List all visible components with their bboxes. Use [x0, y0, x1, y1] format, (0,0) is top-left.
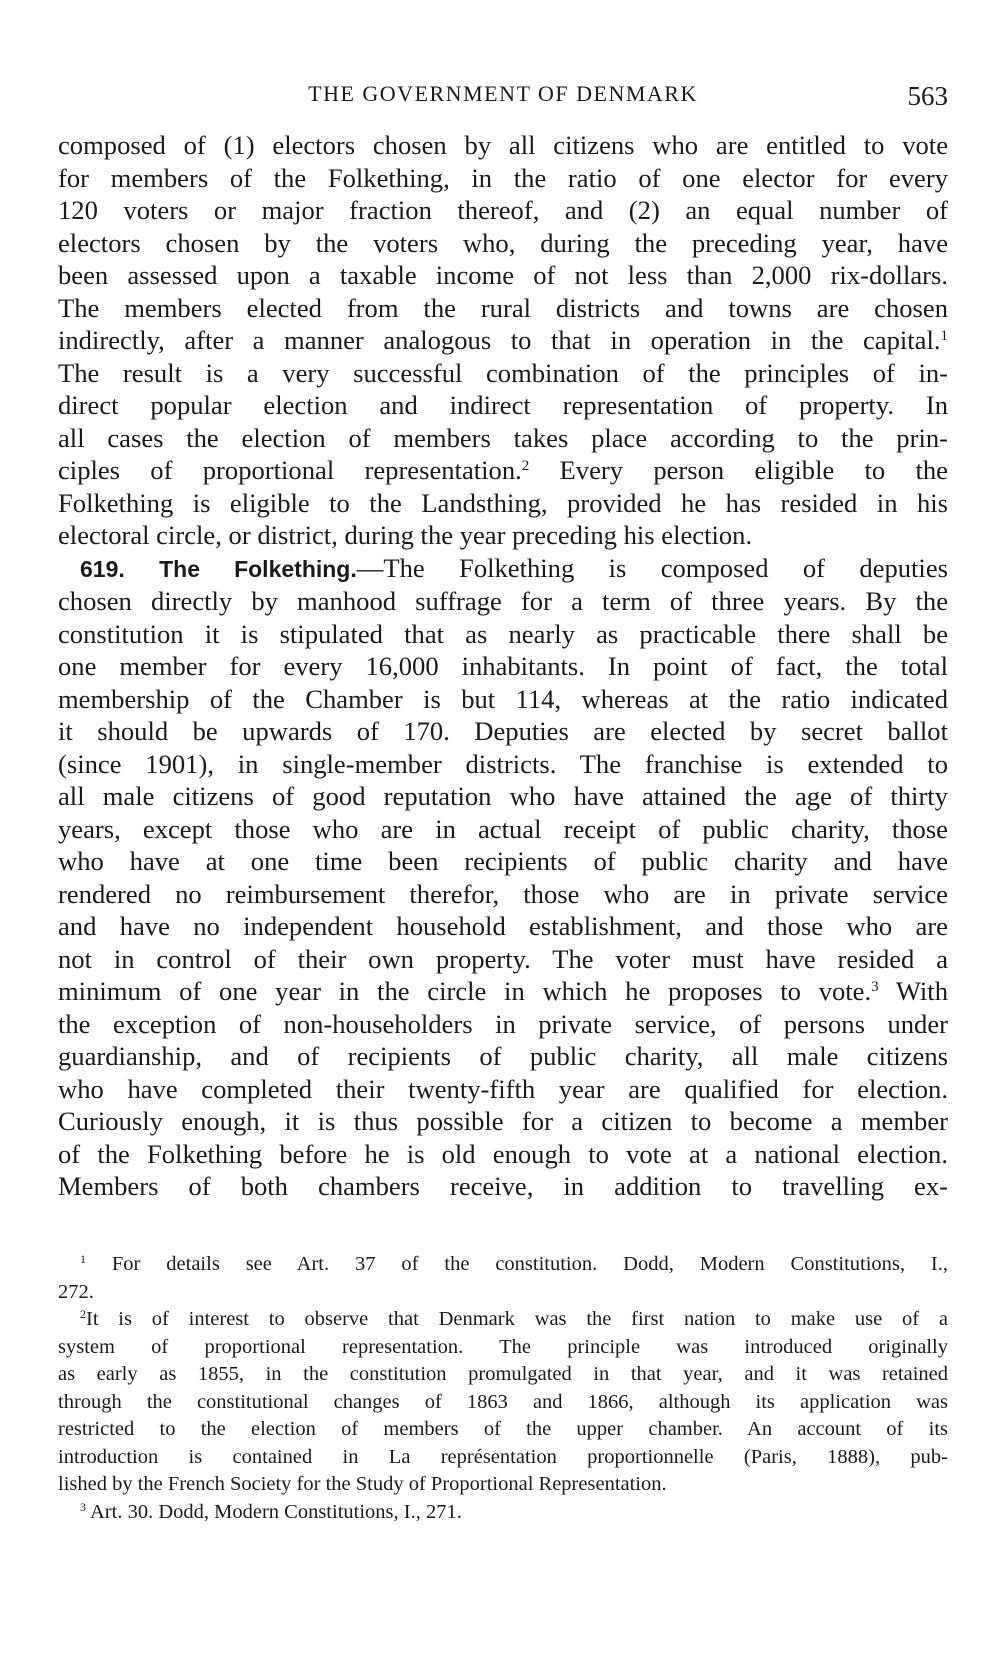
footnote-text: For details see Art. 37 of the constitution. Dodd, Modern Constitutions, I., — [111, 1253, 948, 1275]
text-line: The members elected from the rural districts and towns are chosen — [58, 292, 948, 323]
footnote-3 — [58, 1499, 948, 1527]
footnote-line: lished by the French Society for the Study of Proportional Representation. — [58, 1473, 667, 1495]
text-line: who have completed their twenty-fifth year are qualified for election. — [58, 1073, 948, 1104]
text-line: 120 voters or major fraction thereof, and (2) an equal number of — [58, 195, 948, 225]
footnote-marker: 3 — [80, 1499, 86, 1514]
text-line: Curiously enough, it is thus possible for a citizen to become a member — [58, 1106, 948, 1136]
footnote-text: It is of interest to observe that Denmark was the first nation to make use of a — [86, 1308, 948, 1330]
text-line: Folkething is eligible to the Landsthing, provided he has resided in his — [58, 487, 948, 518]
running-title: THE GOVERNMENT OF DENMARK — [308, 81, 698, 106]
text-fragment: indirectly, after a manner analogous to that in operation in the capital. — [58, 325, 941, 355]
text-line: of the Folkething before he is old enough to vote at a national election. — [58, 1138, 948, 1169]
text-line: constitution it is stipulated that as nearly as practicable there shall be — [58, 618, 948, 649]
text-line: and have no independent household establishment, and those who are — [58, 911, 948, 941]
text-line: rendered no reimbursement therefor, those who are in private service — [58, 878, 948, 909]
text-line: it should be upwards of 170. Deputies are elected by secret ballot — [58, 716, 948, 746]
footnote-ref-3[interactable]: 3 — [871, 979, 879, 995]
text-line: who have at one time been recipients of public charity and have — [58, 846, 948, 876]
section-number: 619. — [80, 555, 125, 582]
text-line: years, except those who are in actual receipt of public charity, those — [58, 813, 948, 844]
footnote-ref-1[interactable]: 1 — [940, 328, 948, 344]
text-line: (since 1901), in single-member districts. The franchise is extended to — [58, 748, 948, 779]
text-fragment: ciples of proportional representation. — [58, 455, 522, 485]
text-line: all cases the election of members takes place according to the prin- — [58, 422, 948, 453]
text-fragment: Every person eligible to the — [529, 455, 948, 485]
main-text — [58, 129, 948, 1203]
text-fragment: minimum of one year in the circle in which he proposes to vote. — [58, 976, 872, 1006]
footnote-marker: 2 — [80, 1307, 86, 1321]
text-line: direct popular election and indirect representation of property. In — [58, 390, 948, 420]
footnote-text: Art. 30. Dodd, Modern Constitutions, I., 271. — [90, 1500, 462, 1523]
text-line: the exception of non-householders in private service, of persons under — [58, 1008, 948, 1039]
text-line: electoral circle, or district, during the year preceding his election. — [58, 520, 753, 550]
footnote-2 — [58, 1306, 948, 1334]
footnotes — [58, 1251, 948, 1526]
text-line: for members of the Folkething, in the ratio of one elector for every — [58, 162, 948, 193]
text-line: membership of the Chamber is but 114, whereas at the ratio indicated — [58, 683, 948, 714]
footnote-line: through the constitutional changes of 1863 and 1866, although its application was — [58, 1390, 948, 1413]
text-line: chosen directly by manhood suffrage for a term of three years. By the — [58, 586, 948, 616]
section-first-line — [58, 552, 948, 586]
text-line: all male citizens of good reputation who have attained the age of thirty — [58, 781, 948, 811]
text-line: Members of both chambers receive, in addition to travelling ex- — [58, 1171, 948, 1201]
text-line: The result is a very successful combination of the principles of in- — [58, 357, 948, 388]
text-line — [58, 975, 948, 1008]
footnote-1 — [58, 1251, 948, 1279]
footnote-line: system of proportional representation. The principle was introduced originally — [58, 1335, 948, 1358]
footnote-line: restricted to the election of members of the upper chamber. An account of its — [58, 1418, 948, 1440]
text-line: guardianship, and of recipients of public charity, all male citizens — [58, 1041, 948, 1071]
text-line: not in control of their own property. The voter must have resided a — [58, 943, 948, 974]
text-line: composed of (1) electors chosen by all citizens who are entitled to vote — [58, 130, 948, 160]
page-number: 563 — [907, 81, 948, 111]
text-line: one member for every 16,000 inhabitants. In point of fact, the total — [58, 651, 948, 681]
section-title: The Folkething. — [159, 555, 357, 582]
footnote-marker: 1 — [80, 1252, 86, 1266]
footnote-line: introduction is contained in La représentation proportionnelle (Paris, 1888), pub- — [58, 1445, 948, 1468]
text-line: electors chosen by the voters who, during the preceding year, have — [58, 227, 948, 258]
text-line — [58, 324, 948, 357]
text-fragment: With — [878, 976, 948, 1006]
page-header — [58, 74, 948, 114]
text-line: been assessed upon a taxable income of not less than 2,000 rix-dollars. — [58, 260, 948, 290]
footnote-ref-2[interactable]: 2 — [521, 458, 530, 474]
text-line — [58, 454, 948, 487]
footnote-line: as early as 1855, in the constitution promulgated in that year, and it was retained — [58, 1363, 948, 1385]
footnote-line: 272. — [58, 1280, 94, 1303]
text-fragment: —The Folkething is composed of deputies — [356, 552, 948, 583]
